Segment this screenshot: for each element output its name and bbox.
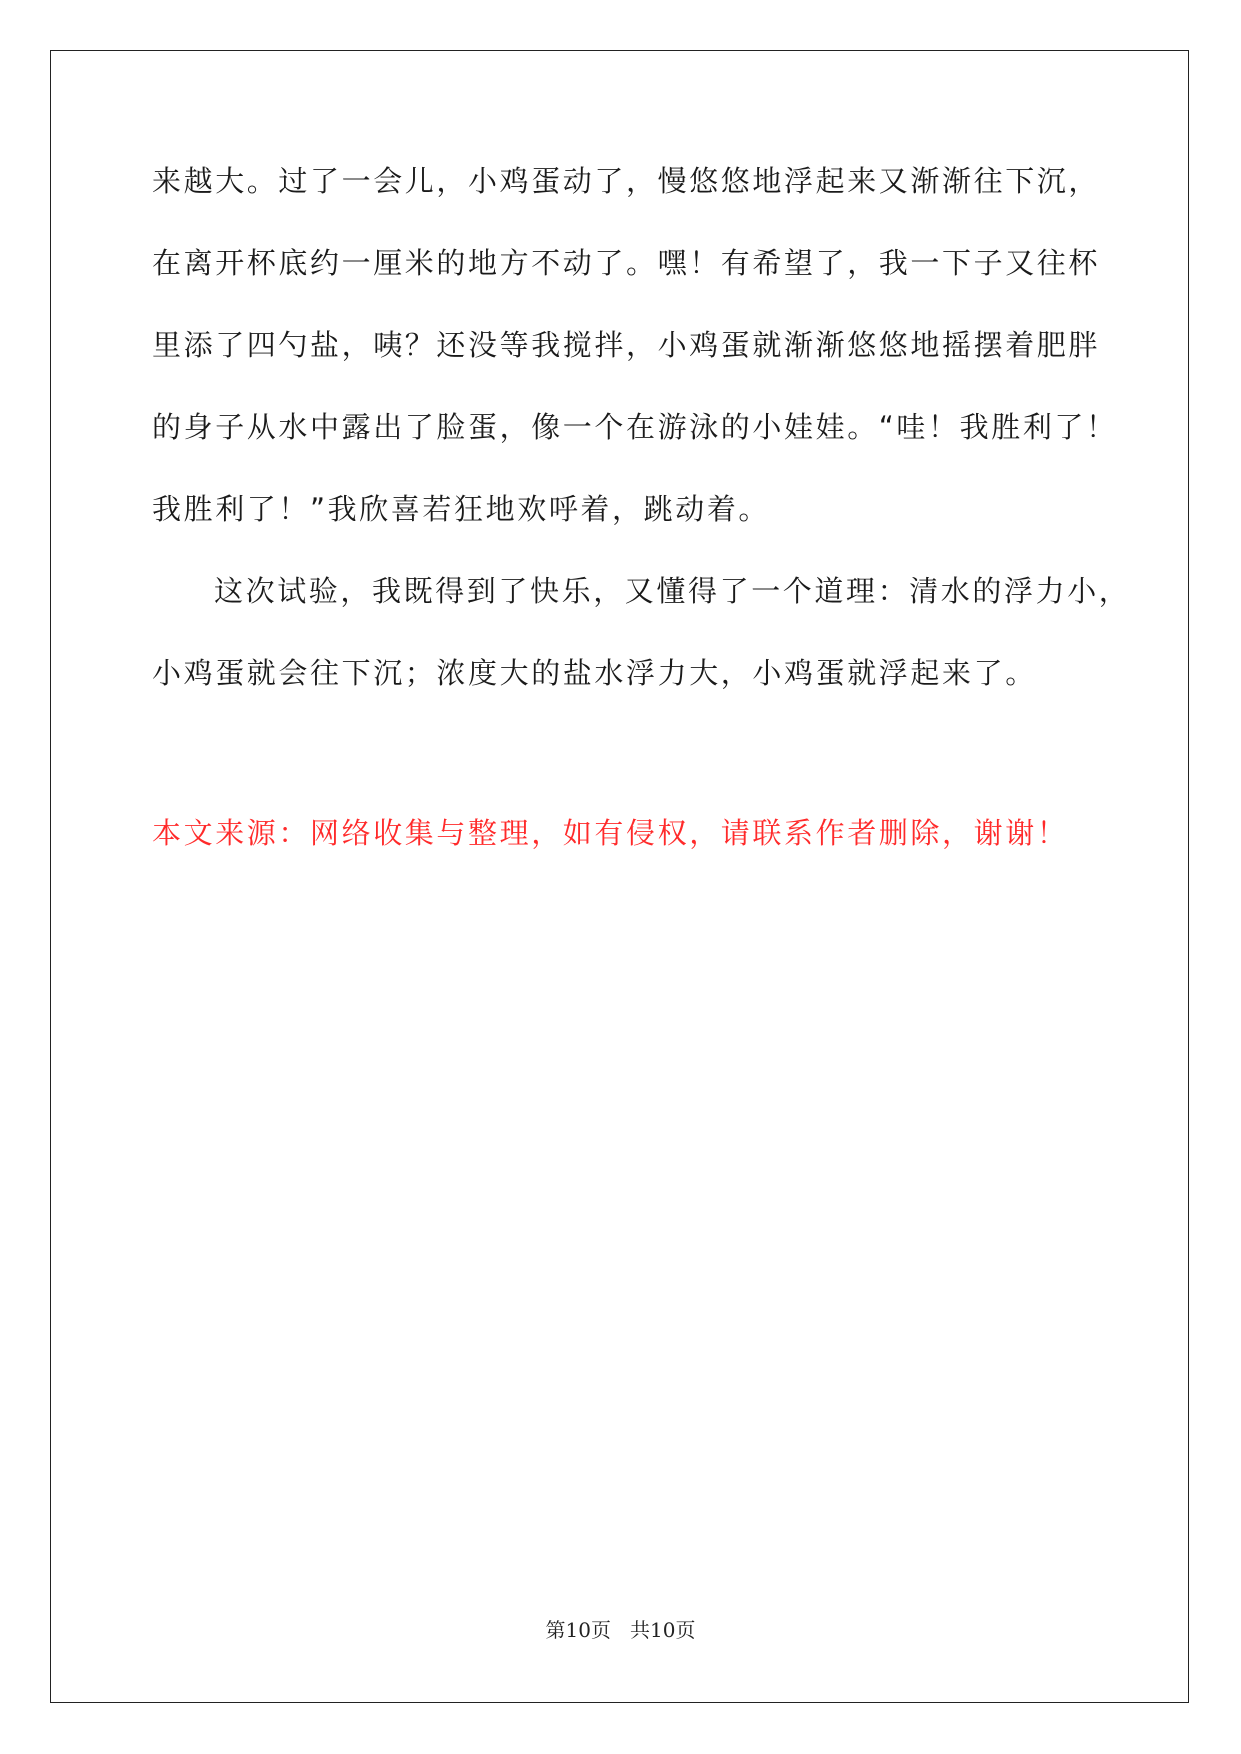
paragraph-line: 这次试验，我既得到了快乐，又懂得了一个道理：清水的浮力小，	[214, 574, 1131, 608]
source-note: 本文来源：网络收集与整理，如有侵权，请联系作者删除，谢谢！	[152, 816, 1069, 850]
paragraph-line: 我胜利了！”我欣喜若狂地欢呼着，跳动着。	[152, 492, 771, 526]
page-footer: 第10页 共10页	[545, 1618, 696, 1642]
paragraph-line: 小鸡蛋就会往下沉；浓度大的盐水浮力大，小鸡蛋就浮起来了。	[152, 656, 1037, 690]
paragraph-line: 里添了四勺盐，咦？还没等我搅拌，小鸡蛋就渐渐悠悠地摇摆着肥胖	[152, 328, 1101, 362]
paragraph-line: 的身子从水中露出了脸蛋，像一个在游泳的小娃娃。“哇！我胜利了！	[152, 410, 1118, 444]
paragraph-line: 来越大。过了一会儿，小鸡蛋动了，慢悠悠地浮起来又渐渐往下沉，	[152, 164, 1101, 198]
article-body	[152, 161, 1131, 735]
paragraph-line: 在离开杯底约一厘米的地方不动了。嘿！有希望了，我一下子又往杯	[152, 246, 1101, 280]
